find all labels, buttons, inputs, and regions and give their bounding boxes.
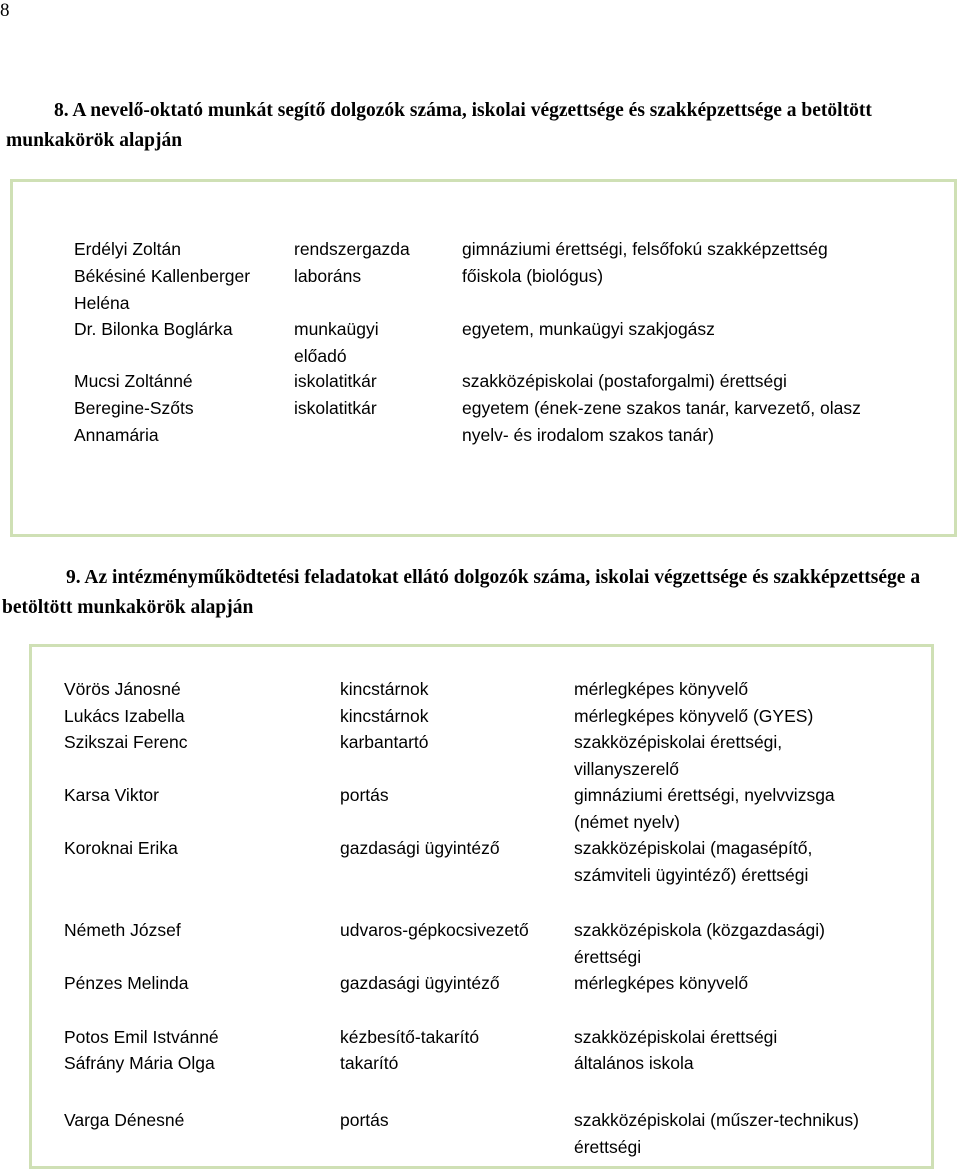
staff-name [64,970,334,997]
staff-role-line: gazdasági ügyintéző [340,838,500,858]
staff-qualification [462,316,947,343]
staff-name-line: Dr. Bilonka Boglárka [74,319,233,339]
staff-name [64,1050,334,1077]
staff-role-line: laboráns [294,266,362,286]
staff-name-line: Beregine-Szőts [74,398,194,418]
staff-qualification-line: szakközépiskolai érettségi, [574,732,783,752]
staff-name-line: Németh József [64,920,181,940]
staff-name-line: Sáfrány Mária Olga [64,1053,215,1073]
staff-name-line: Karsa Viktor [64,785,159,805]
staff-qualification-line: szakközépiskolai (postaforgalmi) érettségi [462,371,787,391]
staff-qualification-line: (német nyelv) [574,811,681,832]
staff-role [294,263,454,290]
staff-role [340,835,575,862]
section-8-heading: 8. A nevelő-oktató munkát segítő dolgozók száma, iskolai végzettsége és szakképzettsége a betöltött munkakörök alapján [6,100,872,151]
staff-qualification-line: szakközépiskolai (műszer-technikus) [574,1110,859,1130]
staff-role [340,1107,575,1134]
staff-qualification-line: villanyszerelő [574,758,680,779]
staff-qualification-line: számviteli ügyintéző) érettségi [574,864,809,885]
staff-qualification-line: szakközépiskolai (magasépítő, [574,838,813,858]
staff-role [294,368,454,395]
staff-qualification [574,1107,914,1160]
staff-role-line: takarító [340,1053,399,1073]
staff-name [64,1107,334,1134]
staff-qualification [574,703,914,730]
staff-name-line: Annamária [74,424,159,445]
staff-name [74,263,289,316]
staff-qualification-line: mérlegképes könyvelő [574,973,749,993]
staff-role [340,676,575,703]
staff-qualification-line: gimnáziumi érettségi, nyelvvizsga [574,785,835,805]
staff-name-line: Varga Dénesné [64,1110,185,1130]
staff-name [74,395,289,448]
staff-qualification [574,1050,914,1077]
staff-name [64,729,334,756]
staff-role-line: munkaügyi [294,319,379,339]
staff-role-line: udvaros-gépkocsivezető [340,920,529,940]
staff-role [340,917,575,944]
staff-name-line: Mucsi Zoltánné [74,371,193,391]
staff-name [74,236,289,263]
staff-qualification-line: általános iskola [574,1053,694,1073]
staff-role-line: előadó [294,345,347,366]
staff-qualification-line: szakközépiskola (közgazdasági) [574,920,825,940]
staff-role [340,970,575,997]
staff-qualification [574,676,914,703]
staff-name-line: Szikszai Ferenc [64,732,188,752]
staff-qualification-line: gimnáziumi érettségi, felsőfokú szakképzettség [462,239,828,259]
staff-role-line: rendszergazda [294,239,410,259]
staff-role-line: kézbesítő-takarító [340,1027,480,1047]
staff-qualification-line: egyetem (ének-zene szakos tanár, karvezető, olasz [462,398,861,418]
staff-qualification [462,263,947,290]
staff-role-line: iskolatitkár [294,371,377,391]
staff-role-line: gazdasági ügyintéző [340,973,500,993]
staff-role [340,782,575,809]
section-8-staff-table [10,179,957,537]
staff-qualification-line: mérlegképes könyvelő (GYES) [574,706,814,726]
staff-qualification-line: egyetem, munkaügyi szakjogász [462,319,715,339]
staff-name [64,1024,334,1051]
staff-name-line: Heléna [74,292,130,313]
staff-role [294,395,454,422]
staff-qualification-line: mérlegképes könyvelő [574,679,749,699]
staff-qualification [574,835,914,888]
section-9-heading: 9. Az intézményműködtetési feladatokat ellátó dolgozók száma, iskolai végzettsége és szakképzettsége a betöltött munkakörök alapján [2,567,921,618]
staff-role-line: kincstárnok [340,679,429,699]
staff-name-line: Erdélyi Zoltán [74,239,181,259]
staff-name [64,917,334,944]
staff-role [294,316,454,369]
staff-name-line: Vörös Jánosné [64,679,181,699]
page-number: 8 [0,0,10,21]
staff-role-line: karbantartó [340,732,429,752]
staff-role-line: portás [340,785,389,805]
staff-qualification [574,1024,914,1051]
staff-name [64,676,334,703]
staff-name [64,782,334,809]
staff-qualification-line: nyelv- és irodalom szakos tanár) [462,424,714,445]
staff-name [64,835,334,862]
staff-name-line: Koroknai Erika [64,838,178,858]
staff-name-line: Lukács Izabella [64,706,185,726]
staff-role [294,236,454,263]
staff-qualification [574,782,914,835]
staff-qualification-line: szakközépiskolai érettségi [574,1027,778,1047]
staff-role [340,1050,575,1077]
staff-role-line: kincstárnok [340,706,429,726]
staff-qualification-line: érettségi [574,1136,642,1157]
staff-name [74,368,289,395]
staff-role [340,729,575,756]
staff-qualification [462,395,947,448]
staff-name-line: Békésiné Kallenberger [74,266,251,286]
staff-name [64,703,334,730]
staff-name-line: Potos Emil Istvánné [64,1027,219,1047]
staff-name [74,316,289,343]
staff-name-line: Pénzes Melinda [64,973,189,993]
staff-qualification [574,970,914,997]
staff-role-line: portás [340,1110,389,1130]
staff-role-line: iskolatitkár [294,398,377,418]
staff-qualification [462,368,947,395]
staff-role [340,703,575,730]
staff-qualification [462,236,947,263]
staff-qualification [574,917,914,970]
staff-qualification [574,729,914,782]
staff-role [340,1024,575,1051]
section-9-staff-table [29,644,934,1169]
staff-qualification-line: érettségi [574,946,642,967]
staff-qualification-line: főiskola (biológus) [462,266,604,286]
